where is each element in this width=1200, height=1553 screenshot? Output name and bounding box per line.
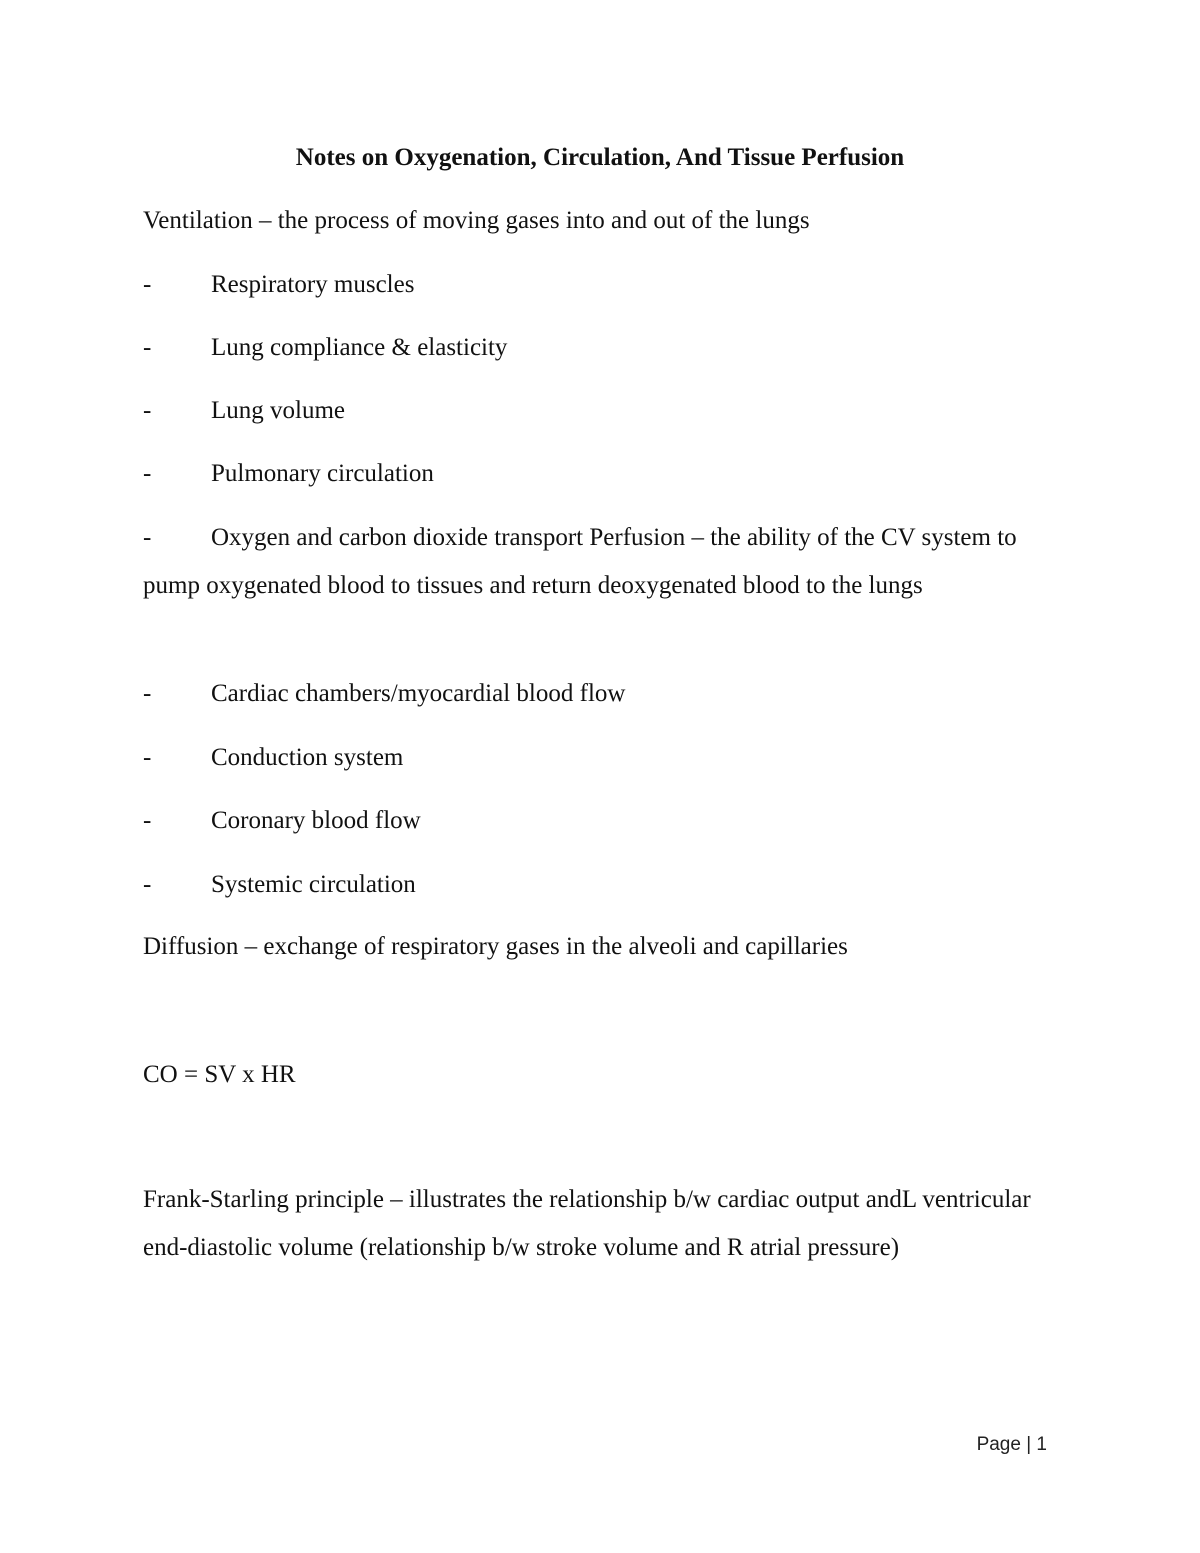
bullet-dash: - [143, 460, 152, 487]
bullet-dash: - [143, 524, 152, 551]
list-item: Systemic circulation [211, 871, 416, 898]
diffusion-definition: Diffusion – exchange of respiratory gases in the alveoli and capillaries [143, 933, 848, 960]
ventilation-definition: Ventilation – the process of moving gases into and out of the lungs [143, 207, 810, 234]
oxygen-perfusion-paragraph [143, 514, 1063, 610]
list-item: Lung compliance & elasticity [211, 334, 508, 361]
bullet-dash: - [143, 334, 152, 361]
oxygen-perfusion-text: Oxygen and carbon dioxide transport Perfusion – the ability of the CV system to pump oxygenated blood to tissues and return deoxygenated blood to the lungs [143, 524, 1017, 599]
bullet-dash: - [143, 680, 152, 707]
frank-starling-paragraph: Frank-Starling principle – illustrates the relationship b/w cardiac output andL ventricular end-diastolic volume (relationship b/w stroke volume and R atrial pressure) [143, 1186, 1031, 1261]
list-item: Respiratory muscles [211, 271, 415, 298]
bullet-dash: - [143, 397, 152, 424]
bullet-dash: - [143, 744, 152, 771]
bullet-dash: - [143, 807, 152, 834]
list-item: Cardiac chambers/myocardial blood flow [211, 680, 626, 707]
list-item: Coronary blood flow [211, 807, 421, 834]
bullet-dash: - [143, 871, 152, 898]
bullet-dash: - [143, 271, 152, 298]
list-item: Conduction system [211, 744, 404, 771]
list-item: Pulmonary circulation [211, 460, 434, 487]
page-number: Page | 1 [976, 1434, 1047, 1455]
page-title: Notes on Oxygenation, Circulation, And Tissue Perfusion [295, 144, 905, 171]
co-formula: CO = SV x HR [143, 1061, 296, 1088]
list-item: Lung volume [211, 397, 346, 424]
